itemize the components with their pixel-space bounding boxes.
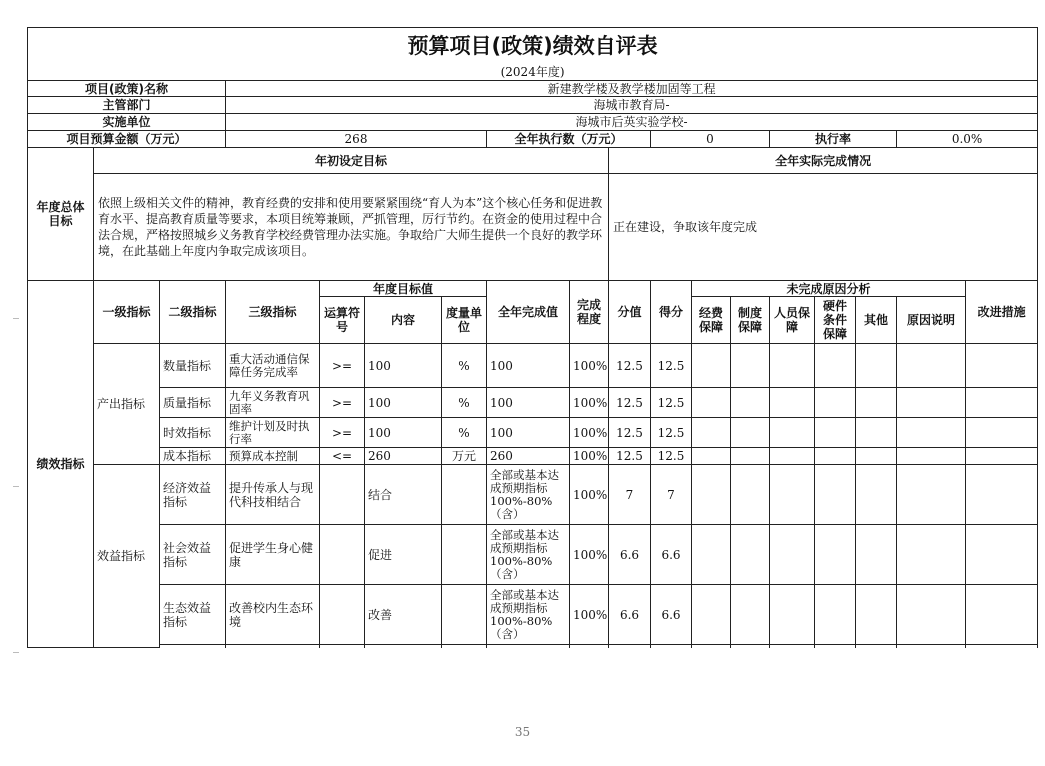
content-cell: 结合 [365,465,442,525]
score-cell: 12.5 [609,388,651,418]
actual-goal-header: 全年实际完成情况 [609,148,1038,174]
empty-cell [856,525,897,585]
actual-value-header: 全年完成值 [487,281,570,344]
reason-note-header: 原因说明 [897,297,966,344]
operator-cell [320,465,365,525]
operator-header: 运算符号 [320,297,365,344]
level3-cell: 提升传承人与现代科技相结合 [226,465,320,525]
unit-value: 海城市后英实验学校- [226,114,1038,131]
fix-measures-header: 改进措施 [966,281,1038,344]
got-cell: 12.5 [651,418,692,448]
score-cell: 7 [609,465,651,525]
exec-label: 全年执行数（万元） [487,131,651,148]
project-name-value: 新建教学楼及教学楼加固等工程 [226,81,1038,97]
content-cell: 260 [365,448,442,465]
empty-cell [692,645,731,648]
empty-cell [897,344,966,388]
output-indicator-label: 产出指标 [94,344,160,465]
empty-cell [731,585,770,645]
actual-cell: 100 [487,418,570,448]
actual-goal-text: 正在建设，争取该年度完成 [609,174,1038,281]
content-cell: 改善 [365,585,442,645]
got-cell: 6.6 [651,525,692,585]
other-header: 其他 [856,297,897,344]
empty-cell [731,465,770,525]
unit-cell: % [442,344,487,388]
unit-cell: % [442,388,487,418]
level2-cell: 质量指标 [160,388,226,418]
empty-cell [966,645,1038,648]
empty-cell [609,645,651,648]
table-row [28,585,1038,645]
degree-cell: 100% [570,465,609,525]
empty-cell [856,465,897,525]
form-title: 预算项目(政策)绩效自评表 [28,28,1038,65]
operator-cell [320,525,365,585]
empty-cell [770,465,815,525]
level3-cell: 促进学生身心健康 [226,525,320,585]
actual-cell: 100 [487,388,570,418]
empty-cell [856,585,897,645]
degree-cell: 100% [570,585,609,645]
empty-cell [897,465,966,525]
rate-value: 0.0% [897,131,1038,148]
level2-cell: 经济效益指标 [160,465,226,525]
empty-cell [966,585,1038,645]
empty-cell [966,448,1038,465]
set-goal-header: 年初设定目标 [94,148,609,174]
degree-cell: 100% [570,344,609,388]
level3-cell: 九年义务教育巩固率 [226,388,320,418]
staff-guarantee-header: 人员保障 [770,297,815,344]
empty-cell [815,525,856,585]
operator-cell [320,585,365,645]
unit-cell: % [442,418,487,448]
empty-cell [856,388,897,418]
content-cell: 促进 [365,525,442,585]
empty-cell [692,388,731,418]
level2-cell: 时效指标 [160,418,226,448]
empty-cell [692,418,731,448]
empty-cell [966,525,1038,585]
empty-cell [770,388,815,418]
evaluation-table [27,27,1038,648]
score-cell: 6.6 [609,525,651,585]
empty-cell [897,645,966,648]
table-row [28,525,1038,585]
empty-cell [897,388,966,418]
empty-cell [815,418,856,448]
empty-cell [692,344,731,388]
form-year: (2024年度) [28,64,1038,81]
empty-cell [320,645,365,648]
actual-cell: 260 [487,448,570,465]
empty-cell [815,585,856,645]
degree-cell: 100% [570,418,609,448]
actual-cell: 100 [487,344,570,388]
operator-cell: <= [320,448,365,465]
empty-cell [856,418,897,448]
empty-cell [815,448,856,465]
empty-cell [731,525,770,585]
level3-header: 三级指标 [226,281,320,344]
empty-cell [731,645,770,648]
budget-label: 项目预算金额（万元） [28,131,226,148]
table-row [28,465,1038,525]
empty-cell [770,344,815,388]
hardware-guarantee-header: 硬件条件保障 [815,297,856,344]
operator-cell: >= [320,418,365,448]
unit-cell [442,525,487,585]
got-header: 得分 [651,281,692,344]
level3-cell: 维护计划及时执行率 [226,418,320,448]
empty-cell [692,525,731,585]
level2-cell: 成本指标 [160,448,226,465]
empty-cell [226,645,320,648]
empty-cell [570,645,609,648]
score-cell: 12.5 [609,344,651,388]
score-cell: 6.6 [609,585,651,645]
empty-cell [731,448,770,465]
table-row-cut [28,645,1038,648]
empty-cell [897,418,966,448]
empty-cell [897,585,966,645]
measure-unit-header: 度量单位 [442,297,487,344]
level3-cell: 重大活动通信保障任务完成率 [226,344,320,388]
table-row [28,448,1038,465]
empty-cell [966,388,1038,418]
page-number: 35 [514,725,531,739]
degree-cell: 100% [570,448,609,465]
empty-cell [856,448,897,465]
unit-cell [442,465,487,525]
set-goal-text: 依照上级相关文件的精神，教育经费的安排和使用要紧紧围绕“育人为本”这个核心任务和促进教育水平、提高教育质量等要求，本项目统筹兼顾，严抓管理，厉行节约。在资金的使用过程中合法合规，严格按照城乡义务教育学校经费管理办法实施。争取给广大师生提供一个良好的教学环境，在此基础上年度内争取完成该项目。 [94,174,609,281]
empty-cell [160,645,226,648]
empty-cell [692,448,731,465]
reason-analysis-header: 未完成原因分析 [692,281,966,297]
score-cell: 12.5 [609,448,651,465]
empty-cell [365,645,442,648]
funding-guarantee-header: 经费保障 [692,297,731,344]
benefit-indicator-label: 效益指标 [94,465,160,648]
empty-cell [770,418,815,448]
empty-cell [815,465,856,525]
empty-cell [651,645,692,648]
content-cell: 100 [365,388,442,418]
degree-cell: 100% [570,525,609,585]
level2-cell: 社会效益指标 [160,525,226,585]
degree-cell: 100% [570,388,609,418]
empty-cell [770,645,815,648]
exec-value: 0 [651,131,770,148]
level2-cell: 生态效益指标 [160,585,226,645]
empty-cell [815,645,856,648]
score-cell: 12.5 [609,418,651,448]
empty-cell [731,344,770,388]
score-header: 分值 [609,281,651,344]
empty-cell [770,585,815,645]
level3-cell: 预算成本控制 [226,448,320,465]
operator-cell: >= [320,344,365,388]
got-cell: 7 [651,465,692,525]
rate-label: 执行率 [770,131,897,148]
content-header: 内容 [365,297,442,344]
dept-value: 海城市教育局- [226,97,1038,114]
content-cell: 100 [365,418,442,448]
operator-cell: >= [320,388,365,418]
table-row [28,344,1038,388]
empty-cell [692,585,731,645]
level2-cell: 数量指标 [160,344,226,388]
empty-cell [897,525,966,585]
table-row [28,388,1038,418]
empty-cell [856,344,897,388]
system-guarantee-header: 制度保障 [731,297,770,344]
empty-cell [856,645,897,648]
empty-cell [815,344,856,388]
actual-cell: 全部或基本达成预期指标100%-80%（含） [487,585,570,645]
actual-cell: 全部或基本达成预期指标100%-80%（含） [487,465,570,525]
empty-cell [770,525,815,585]
level2-header: 二级指标 [160,281,226,344]
target-value-header: 年度目标值 [320,281,487,297]
annual-goal-label: 年度总体目标 [28,148,94,281]
empty-cell [966,344,1038,388]
performance-indicators-label: 绩效指标 [28,281,94,648]
dept-label: 主管部门 [28,97,226,114]
performance-self-evaluation-form [27,27,1037,648]
got-cell: 6.6 [651,585,692,645]
got-cell: 12.5 [651,448,692,465]
empty-cell [966,465,1038,525]
empty-cell [487,645,570,648]
empty-cell [442,645,487,648]
got-cell: 12.5 [651,388,692,418]
empty-cell [966,418,1038,448]
empty-cell [692,465,731,525]
unit-cell: 万元 [442,448,487,465]
content-cell: 100 [365,344,442,388]
level3-cell: 改善校内生态环境 [226,585,320,645]
empty-cell [815,388,856,418]
degree-header: 完成程度 [570,281,609,344]
unit-cell [442,585,487,645]
budget-value: 268 [226,131,487,148]
empty-cell [897,448,966,465]
empty-cell [731,388,770,418]
actual-cell: 全部或基本达成预期指标100%-80%（含） [487,525,570,585]
got-cell: 12.5 [651,344,692,388]
unit-label: 实施单位 [28,114,226,131]
empty-cell [770,448,815,465]
table-row [28,418,1038,448]
level1-header: 一级指标 [94,281,160,344]
project-name-label: 项目(政策)名称 [28,81,226,97]
empty-cell [731,418,770,448]
